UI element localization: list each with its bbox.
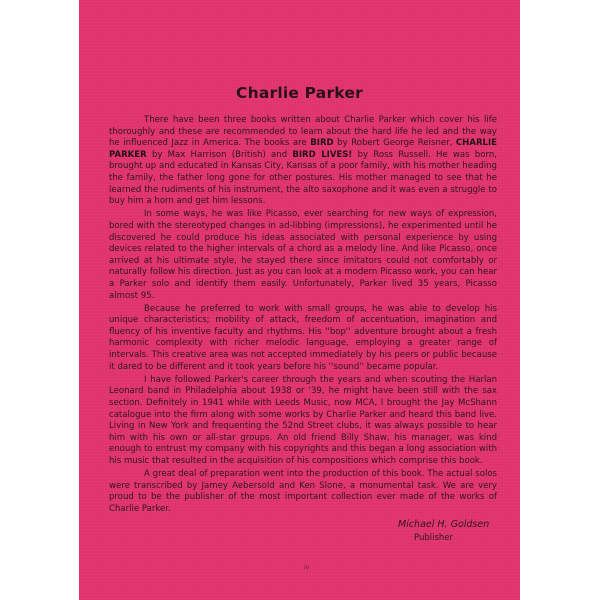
paragraph-text: In some ways, he was like Picasso, ever searching for new ways of expression, bored with the stereotyped changes in ad-libbing (impressions), he experimented until he discovered he could produce his ideas associated with personal experience by using devices related to the higher intervals of a chord as a melody line. And like Picasso, once arrived at his ultimate style, he stayed there since imitators could not comfortably or naturally follow his direction. Just as you can look at a modern Picasso work, you can hear a Parker solo and identify them easily. Unfortunately, Parker lived 35 years, Picasso almost 95.	[109, 209, 497, 301]
book-title: BIRD	[310, 138, 334, 149]
signature-role: Publisher	[414, 533, 454, 543]
paragraph-text: I have followed Parker's career through the years and when scouting the Harlan Leonard band in Philadelphia about 1938 or '39, he might have been still with the sax section. Definitely in 1941 while with Leeds Music, now MCA, I brought the Jay McShann catalogue into the firm along with some works by Charlie Parker and heard this band live. Living in New York and frequenting the 52nd Street clubs, it was always possible to hear him with his own or all-star groups. An old friend Billy Shaw, his manager, was kind enough to entrust my company with his copyrights and this began a long association with his music that resulted in the acquisition of his compositions which comprise this book.	[109, 374, 497, 466]
paragraph-text: by Ross Russell. He was born, brought up and educated in Kansas City, Kansas of a poor family, with his mother heading the family, the father long gone for other postures. His mother managed to see that he learned the rudiments of his instrument, the alto saxophone and it was even a struggle to buy him a horn and get him lessons.	[109, 149, 497, 207]
paragraph	[109, 209, 497, 302]
paragraph-text: by Max Harrison (British) and	[146, 149, 293, 160]
document-page	[79, 0, 520, 600]
book-title: CHARLIE PARKER	[109, 138, 497, 160]
book-title: BIRD LIVES!	[292, 149, 353, 160]
paragraph	[109, 375, 497, 468]
paragraph-text: There have been three books written about Charlie Parker which cover his life thoroughly and these are recommended to learn about the hard life he led and the way he influenced Jazz in America. The books are	[109, 115, 497, 149]
page-title: Charlie Parker	[236, 84, 363, 102]
paragraph-text: A great deal of preparation went into the production of this book. The actual solos were transcribed by Jamey Aebersold and Ken Slone, a monumental task. We are very proud to be the publisher of the most important collection ever made of the works of Charlie Parker.	[109, 469, 497, 514]
paragraph-text: Because he preferred to work with small groups, he was able to develop his unique characteristics; mobility of attack, freedom of accentuation, imagination and fluency of his inventive faculty and rhythms. His ''bop'' adventure brought about a fresh harmonic complexity with richer melodic language, employing a greater range of intervals. This creative area was not accepted immediately by his peers or public because it dared to be different and it took years before his ''sound'' became popular.	[109, 303, 497, 372]
signature-name: Michael H. Goldsen	[398, 519, 490, 530]
paragraph-text: by Robert George Reisner,	[333, 138, 456, 149]
paragraph	[109, 469, 497, 515]
paragraph	[109, 304, 497, 374]
page-number: iv	[304, 564, 310, 571]
paragraph	[109, 115, 497, 208]
article-body	[109, 115, 497, 517]
